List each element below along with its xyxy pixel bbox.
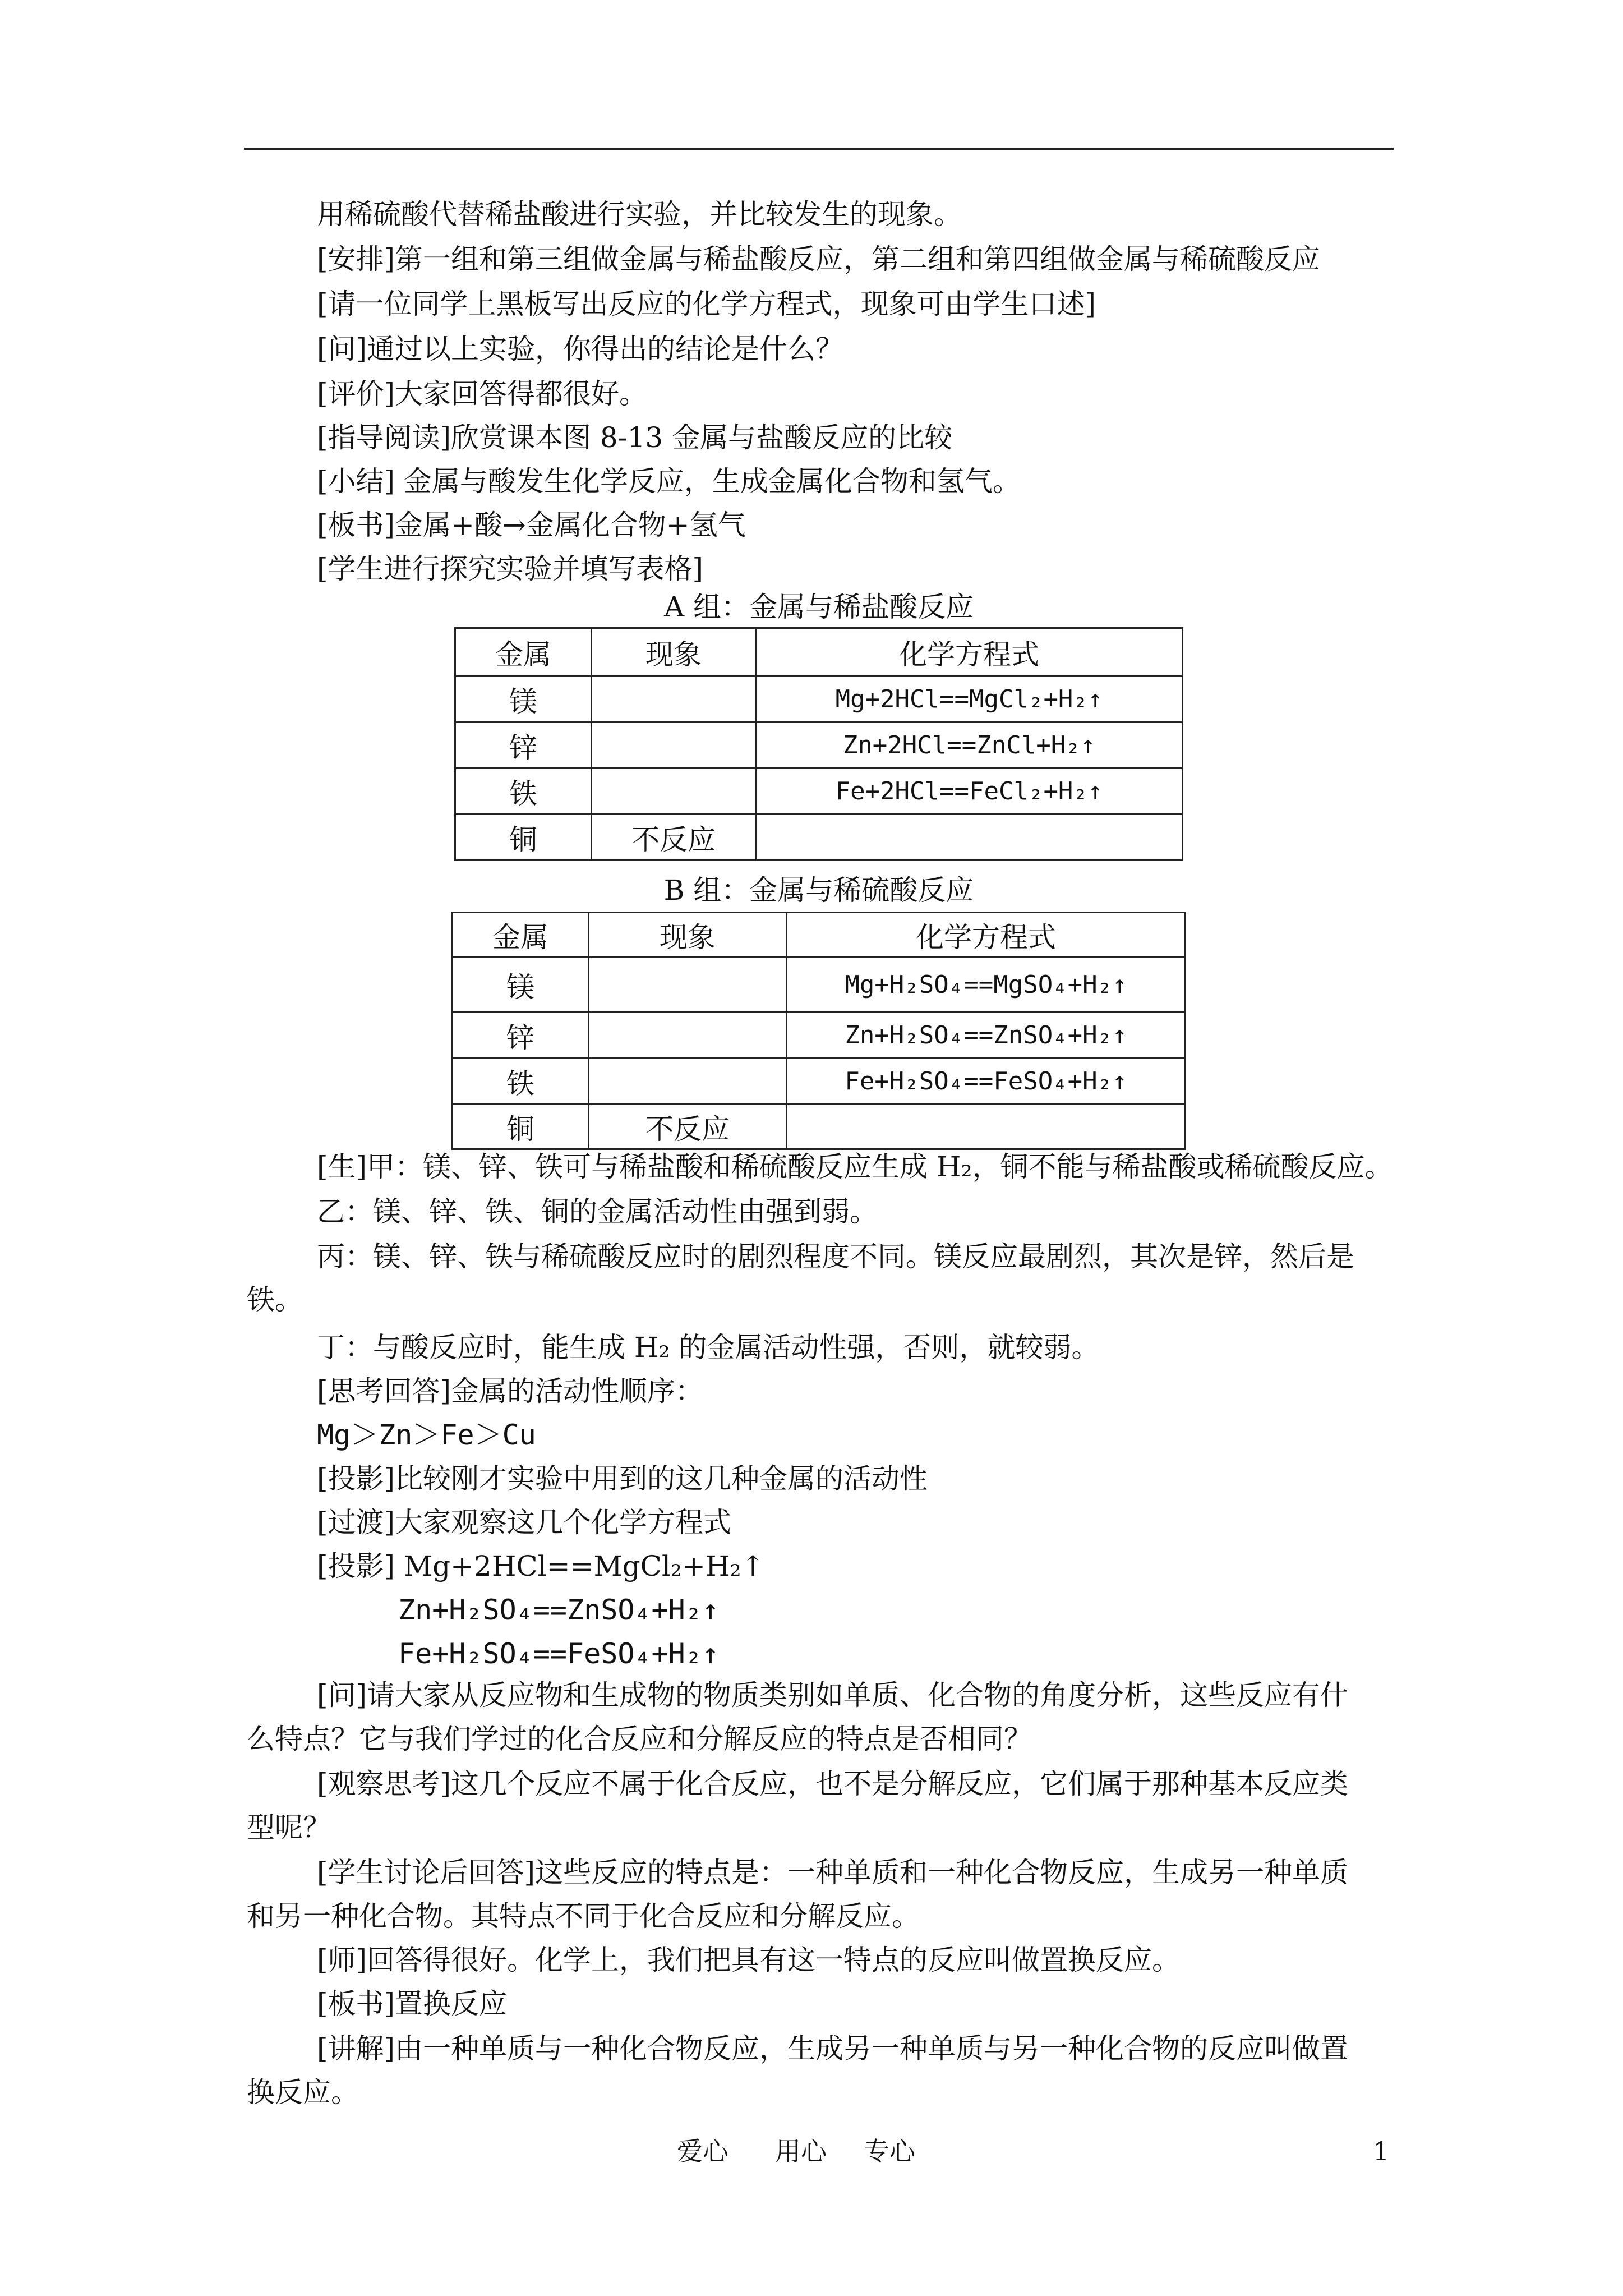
- equation-cell: Fe+H₂SO₄==FeSO₄+H₂↑: [787, 1059, 1186, 1105]
- metal-cell: 锌: [455, 723, 592, 769]
- phenomenon-cell: 不反应: [589, 1105, 787, 1149]
- body-line: [板书]置换反应: [317, 1987, 508, 2020]
- table-a-header-row: [455, 628, 1183, 677]
- body-line: [学生讨论后回答]这些反应的特点是：一种单质和一种化合物反应，生成另一种单质: [317, 1856, 1349, 1889]
- body-line: 型呢？: [247, 1811, 331, 1844]
- body-line: 铁。: [247, 1283, 303, 1316]
- equation-cell: Mg+2HCl==MgCl₂+H₂↑: [756, 677, 1183, 723]
- table-row: [453, 1013, 1186, 1059]
- body-line: [生]甲：镁、锌、铁可与稀盐酸和稀硫酸反应生成 H₂，铜不能与稀盐酸或稀硫酸反应。: [317, 1151, 1393, 1183]
- body-line: [讲解]由一种单质与一种化合物反应，生成另一种单质与另一种化合物的反应叫做置: [317, 2032, 1349, 2065]
- header-equation: 化学方程式: [756, 628, 1183, 677]
- body-line: [投影]比较刚才实验中用到的这几种金属的活动性: [317, 1462, 928, 1495]
- phenomenon-cell: [592, 677, 756, 723]
- metal-cell: 铁: [453, 1059, 589, 1105]
- table-b-header-row: [453, 913, 1186, 958]
- body-line: 乙：镁、锌、铁、铜的金属活动性由强到弱。: [317, 1195, 878, 1228]
- table-row: [453, 1105, 1186, 1149]
- body-line: [观察思考]这几个反应不属于化合反应，也不是分解反应，它们属于那种基本反应类: [317, 1768, 1349, 1800]
- table-b: [451, 912, 1186, 1150]
- table-row: [455, 677, 1183, 723]
- body-line: [过渡]大家观察这几个化学方程式: [317, 1506, 732, 1539]
- body-line: 用稀硫酸代替稀盐酸进行实验，并比较发生的现象。: [317, 198, 962, 231]
- header-metal: 金属: [453, 913, 589, 958]
- phenomenon-cell: [592, 769, 756, 815]
- equation-cell: [787, 1105, 1186, 1149]
- body-line: [安排]第一组和第三组做金属与稀盐酸反应，第二组和第四组做金属与稀硫酸反应: [317, 243, 1321, 275]
- equation-cell: Zn+2HCl==ZnCl+H₂↑: [756, 723, 1183, 769]
- table-a-caption: A 组：金属与稀盐酸反应: [663, 591, 974, 623]
- body-line: [问]请大家从反应物和生成物的物质类别如单质、化合物的角度分析，这些反应有什: [317, 1679, 1349, 1711]
- metal-cell: 铁: [455, 769, 592, 815]
- equation-line: Fe+H₂SO₄==FeSO₄+H₂↑: [398, 1637, 719, 1670]
- footer-middle: 用心: [775, 2136, 827, 2166]
- table-a: [454, 627, 1183, 861]
- metal-cell: 铜: [455, 815, 592, 861]
- body-line: 换反应。: [247, 2076, 359, 2109]
- phenomenon-cell: 不反应: [592, 815, 756, 861]
- body-line: [评价]大家回答得都很好。: [317, 378, 648, 410]
- phenomenon-cell: [589, 958, 787, 1013]
- page-number: 1: [1373, 2136, 1390, 2166]
- body-line: [思考回答]金属的活动性顺序：: [317, 1375, 704, 1407]
- body-line: 丁：与酸反应时，能生成 H₂ 的金属活动性强，否则，就较弱。: [317, 1331, 1100, 1364]
- equation-cell: Fe+2HCl==FeCl₂+H₂↑: [756, 769, 1183, 815]
- body-line: 么特点？它与我们学过的化合反应和分解反应的特点是否相同？: [247, 1723, 1032, 1755]
- footer-right: 专心: [864, 2136, 915, 2166]
- phenomenon-cell: [589, 1059, 787, 1105]
- table-row: [453, 958, 1186, 1013]
- metal-cell: 锌: [453, 1013, 589, 1059]
- body-line: [小结] 金属与酸发生化学反应，生成金属化合物和氢气。: [317, 465, 1021, 498]
- body-line: Mg＞Zn＞Fe＞Cu: [317, 1419, 536, 1451]
- metal-cell: 镁: [453, 958, 589, 1013]
- body-line: [指导阅读]欣赏课本图 8-13 金属与盐酸反应的比较: [317, 421, 953, 454]
- table-b-caption: B 组：金属与稀硫酸反应: [663, 874, 974, 907]
- body-line: [请一位同学上黑板写出反应的化学方程式，现象可由学生口述]: [317, 288, 1096, 320]
- footer-left: 爱心: [677, 2136, 728, 2166]
- header-metal: 金属: [455, 628, 592, 677]
- phenomenon-cell: [589, 1013, 787, 1059]
- metal-cell: 镁: [455, 677, 592, 723]
- table-row: [455, 723, 1183, 769]
- header-equation: 化学方程式: [787, 913, 1186, 958]
- body-line: [投影] Mg+2HCl==MgCl₂+H₂↑: [317, 1550, 765, 1582]
- phenomenon-cell: [592, 723, 756, 769]
- body-line: [学生进行探究实验并填写表格]: [317, 553, 704, 585]
- table-row: [453, 1059, 1186, 1105]
- equation-cell: Zn+H₂SO₄==ZnSO₄+H₂↑: [787, 1013, 1186, 1059]
- equation-cell: Mg+H₂SO₄==MgSO₄+H₂↑: [787, 958, 1186, 1013]
- table-row: [455, 815, 1183, 861]
- body-line: [板书]金属+酸→金属化合物+氢气: [317, 509, 746, 541]
- body-line: 丙：镁、锌、铁与稀硫酸反应时的剧烈程度不同。镁反应最剧烈，其次是锌，然后是: [317, 1240, 1354, 1273]
- metal-cell: 铜: [453, 1105, 589, 1149]
- header-rule: [244, 148, 1394, 150]
- header-phenomenon: 现象: [589, 913, 787, 958]
- equation-cell: [756, 815, 1183, 861]
- table-row: [455, 769, 1183, 815]
- body-line: [师]回答得很好。化学上，我们把具有这一特点的反应叫做置换反应。: [317, 1944, 1181, 1976]
- body-line: [问]通过以上实验，你得出的结论是什么？: [317, 333, 844, 365]
- equation-line: Zn+H₂SO₄==ZnSO₄+H₂↑: [398, 1594, 719, 1626]
- body-line: 和另一种化合物。其特点不同于化合反应和分解反应。: [247, 1900, 920, 1932]
- header-phenomenon: 现象: [592, 628, 756, 677]
